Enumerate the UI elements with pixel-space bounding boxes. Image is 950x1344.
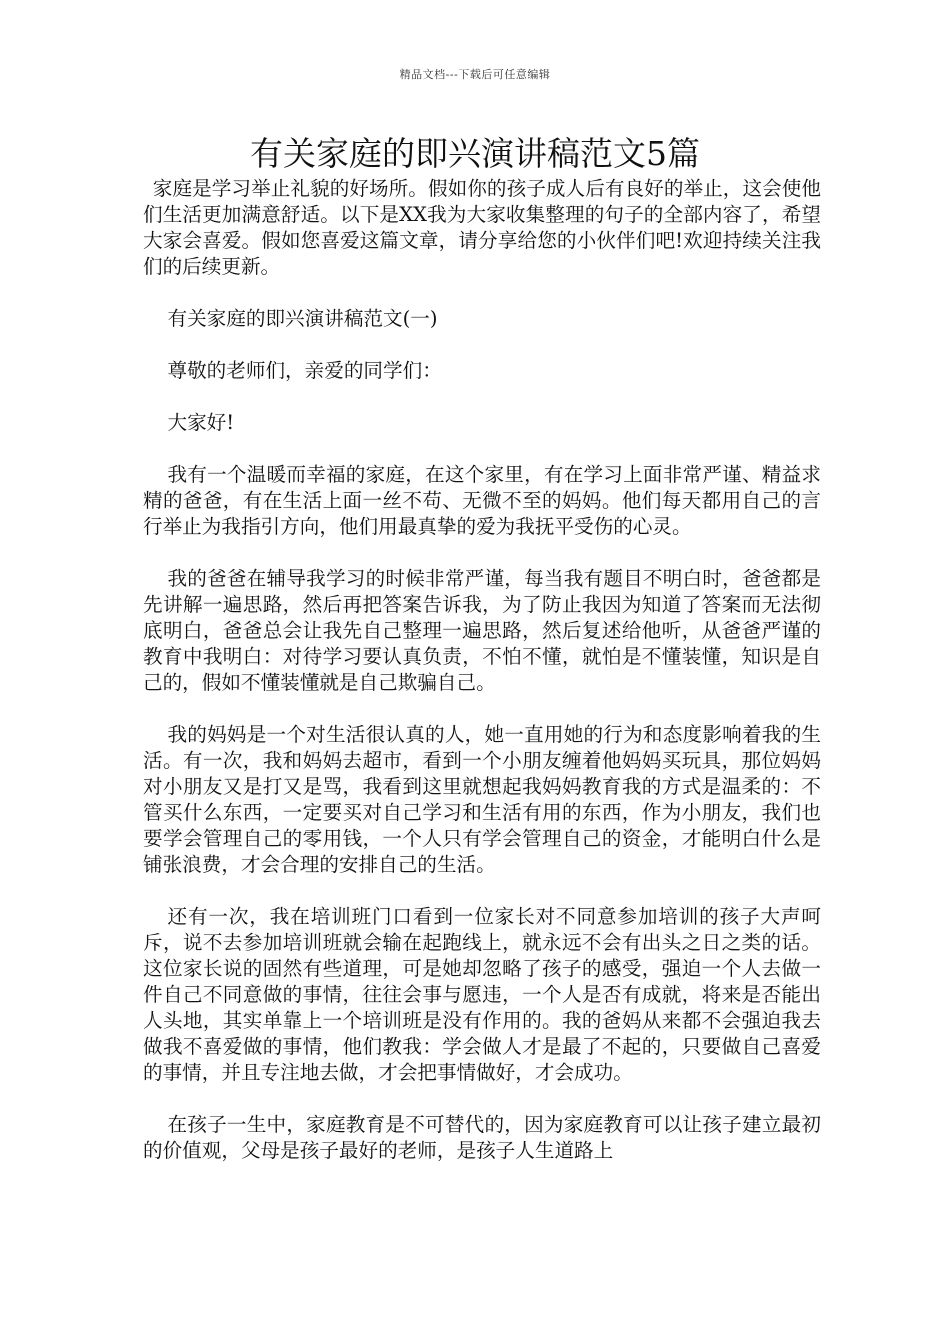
- salutation: 尊敬的老师们，亲爱的同学们：: [167, 359, 442, 382]
- body-paragraph: 还有一次，我在培训班门口看到一位家长对不同意参加培训的孩子大声呵斥，说不去参加培训班就会输在起跑线上，就永远不会有出头之日之类的话。这位家长说的固然有些道理，可是她却忽略了孩子的感受，强迫一个人去做一件自己不同意做的事情，往往会事与愿违，一个人是否有成就，将来是否能出人头地，其实单靠上一个培训班是没有作用的。我的爸妈从来都不会强迫我去做我不喜爱做的事情，他们教我：学会做人才是最了不起的，只要做自己喜爱的事情，并且专注地去做，才会把事情做好，才会成功。: [143, 905, 821, 1084]
- body-paragraph: 我的爸爸在辅导我学习的时候非常严谨，每当我有题目不明白时，爸爸都是先讲解一遍思路，然后再把答案告诉我，为了防止我因为知道了答案而无法彻底明白，爸爸总会让我先自己整理一遍思路，然后复述给他听，从爸爸严谨的教育中我明白：对待学习要认真负责，不怕不懂，就怕是不懂装懂，知识是自己的，假如不懂装懂就是自己欺骗自己。: [143, 567, 821, 694]
- body-paragraph: 在孩子一生中，家庭教育是不可替代的，因为家庭教育可以让孩子建立最初的价值观，父母是孩子最好的老师，是孩子人生道路上: [143, 1113, 821, 1162]
- body-paragraph: 我有一个温暖而幸福的家庭，在这个家里，有在学习上面非常严谨、精益求精的爸爸，有在生活上面一丝不苟、无微不至的妈妈。他们每天都用自己的言行举止为我指引方向，他们用最真挚的爱为我抚平受伤的心灵。: [143, 463, 821, 538]
- document-title: 有关家庭的即兴演讲稿范文5篇: [250, 134, 700, 173]
- greeting: 大家好!: [167, 411, 235, 434]
- body-paragraph: 我的妈妈是一个对生活很认真的人，她一直用她的行为和态度影响着我的生活。有一次，我和妈妈去超市，看到一个小朋友缠着他妈妈买玩具，那位妈妈对小朋友又是打又是骂，我看到这里就想起我妈妈教育我的方式是温柔的：不管买什么东西，一定要买对自己学习和生活有用的东西，作为小朋友，我们也要学会管理自己的零用钱，一个人只有学会管理自己的资金，才能明白什么是铺张浪费，才会合理的安排自己的生活。: [143, 723, 821, 876]
- section-heading: 有关家庭的即兴演讲稿范文(一): [167, 307, 438, 330]
- intro-paragraph: 家庭是学习举止礼貌的好场所。假如你的孩子成人后有良好的举止，这会使他们生活更加满意舒适。以下是XX我为大家收集整理的句子的全部内容了，希望大家会喜爱。假如您喜爱这篇文章，请分享给您的小伙伴们吧!欢迎持续关注我们的后续更新。: [143, 177, 821, 278]
- page-header: 精品文档---下载后可任意编辑: [399, 68, 551, 81]
- document-body: [143, 176, 821, 1164]
